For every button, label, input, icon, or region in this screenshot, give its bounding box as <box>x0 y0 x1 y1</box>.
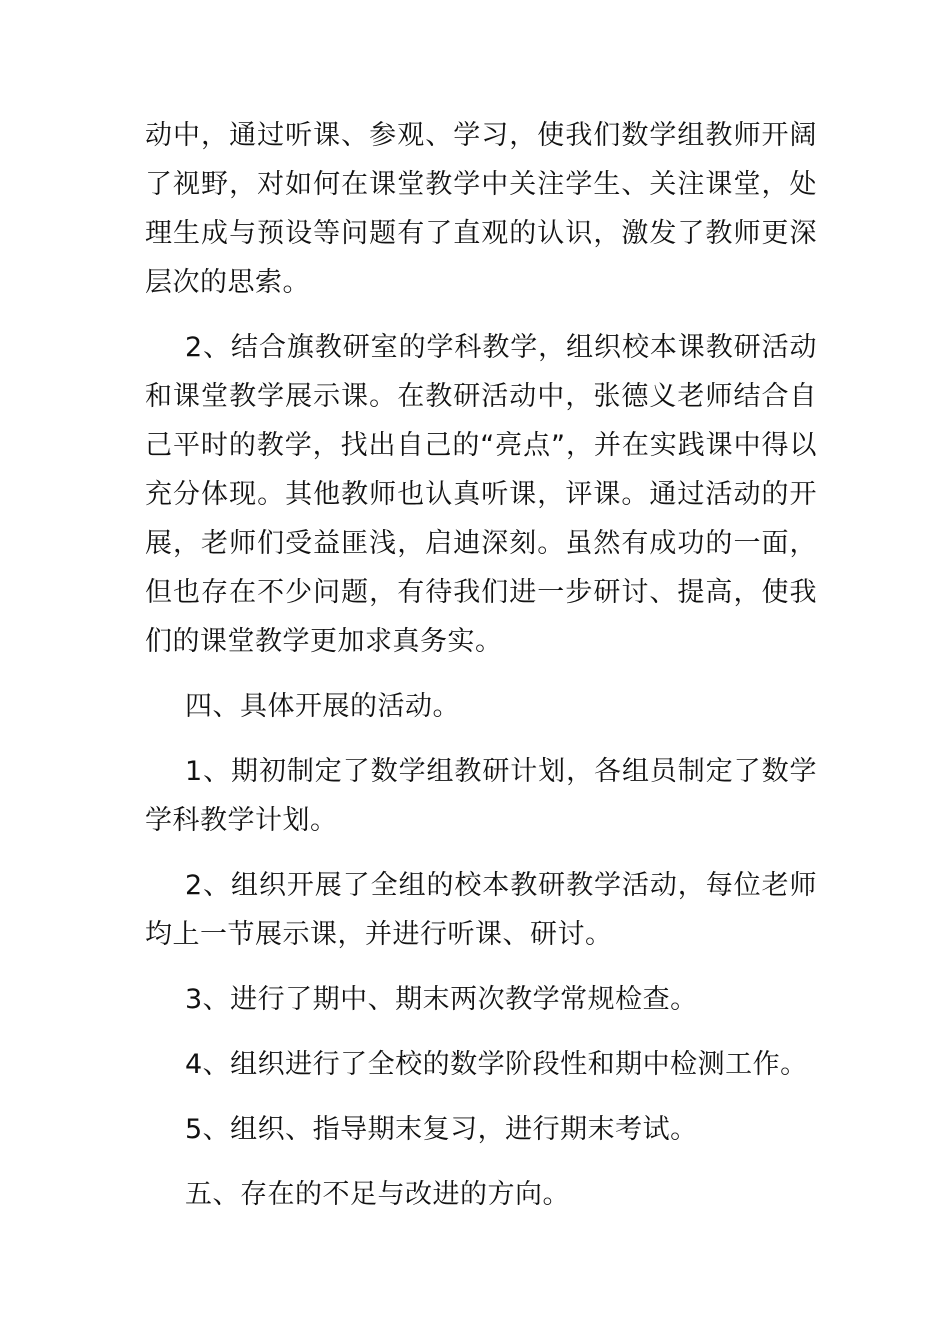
list-item-4: 4、组织进行了全校的数学阶段性和期中检测工作。 <box>185 1049 808 1080</box>
paragraph-continued: 动中，通过听课、参观、学习，使我们数学组教师开阔了视野，对如何在课堂教学中关注学生、关注课堂，处理生成与预设等问题有了直观的认识，激发了教师更深层次的思索。 <box>145 120 817 298</box>
list-item-5: 5、组织、指导期末复习，进行期末考试。 <box>185 1114 698 1145</box>
document-body <box>145 111 817 1235</box>
section-heading-activities: 四、具体开展的活动。 <box>185 691 460 722</box>
list-item-3: 3、进行了期中、期末两次教学常规检查。 <box>185 984 698 1015</box>
list-item-1: 1、期初制定了数学组教研计划，各组员制定了数学学科教学计划。 <box>145 756 817 836</box>
section-heading-shortcomings: 五、存在的不足与改进的方向。 <box>185 1179 570 1210</box>
paragraph-item-2-teaching-research: 2、结合旗教研室的学科教学，组织校本课教研活动和课堂教学展示课。在教研活动中，张德义老师结合自己平时的教学，找出自己的“亮点”，并在实践课中得以充分体现。其他教师也认真听课，评课。通过活动的开展，老师们受益匪浅，启迪深刻。虽然有成功的一面，但也存在不少问题，有待我们进一步研讨、提高，使我们的课堂教学更加求真务实。 <box>145 332 817 657</box>
list-item-2: 2、组织开展了全组的校本教研教学活动，每位老师均上一节展示课，并进行听课、研讨。 <box>145 870 817 950</box>
